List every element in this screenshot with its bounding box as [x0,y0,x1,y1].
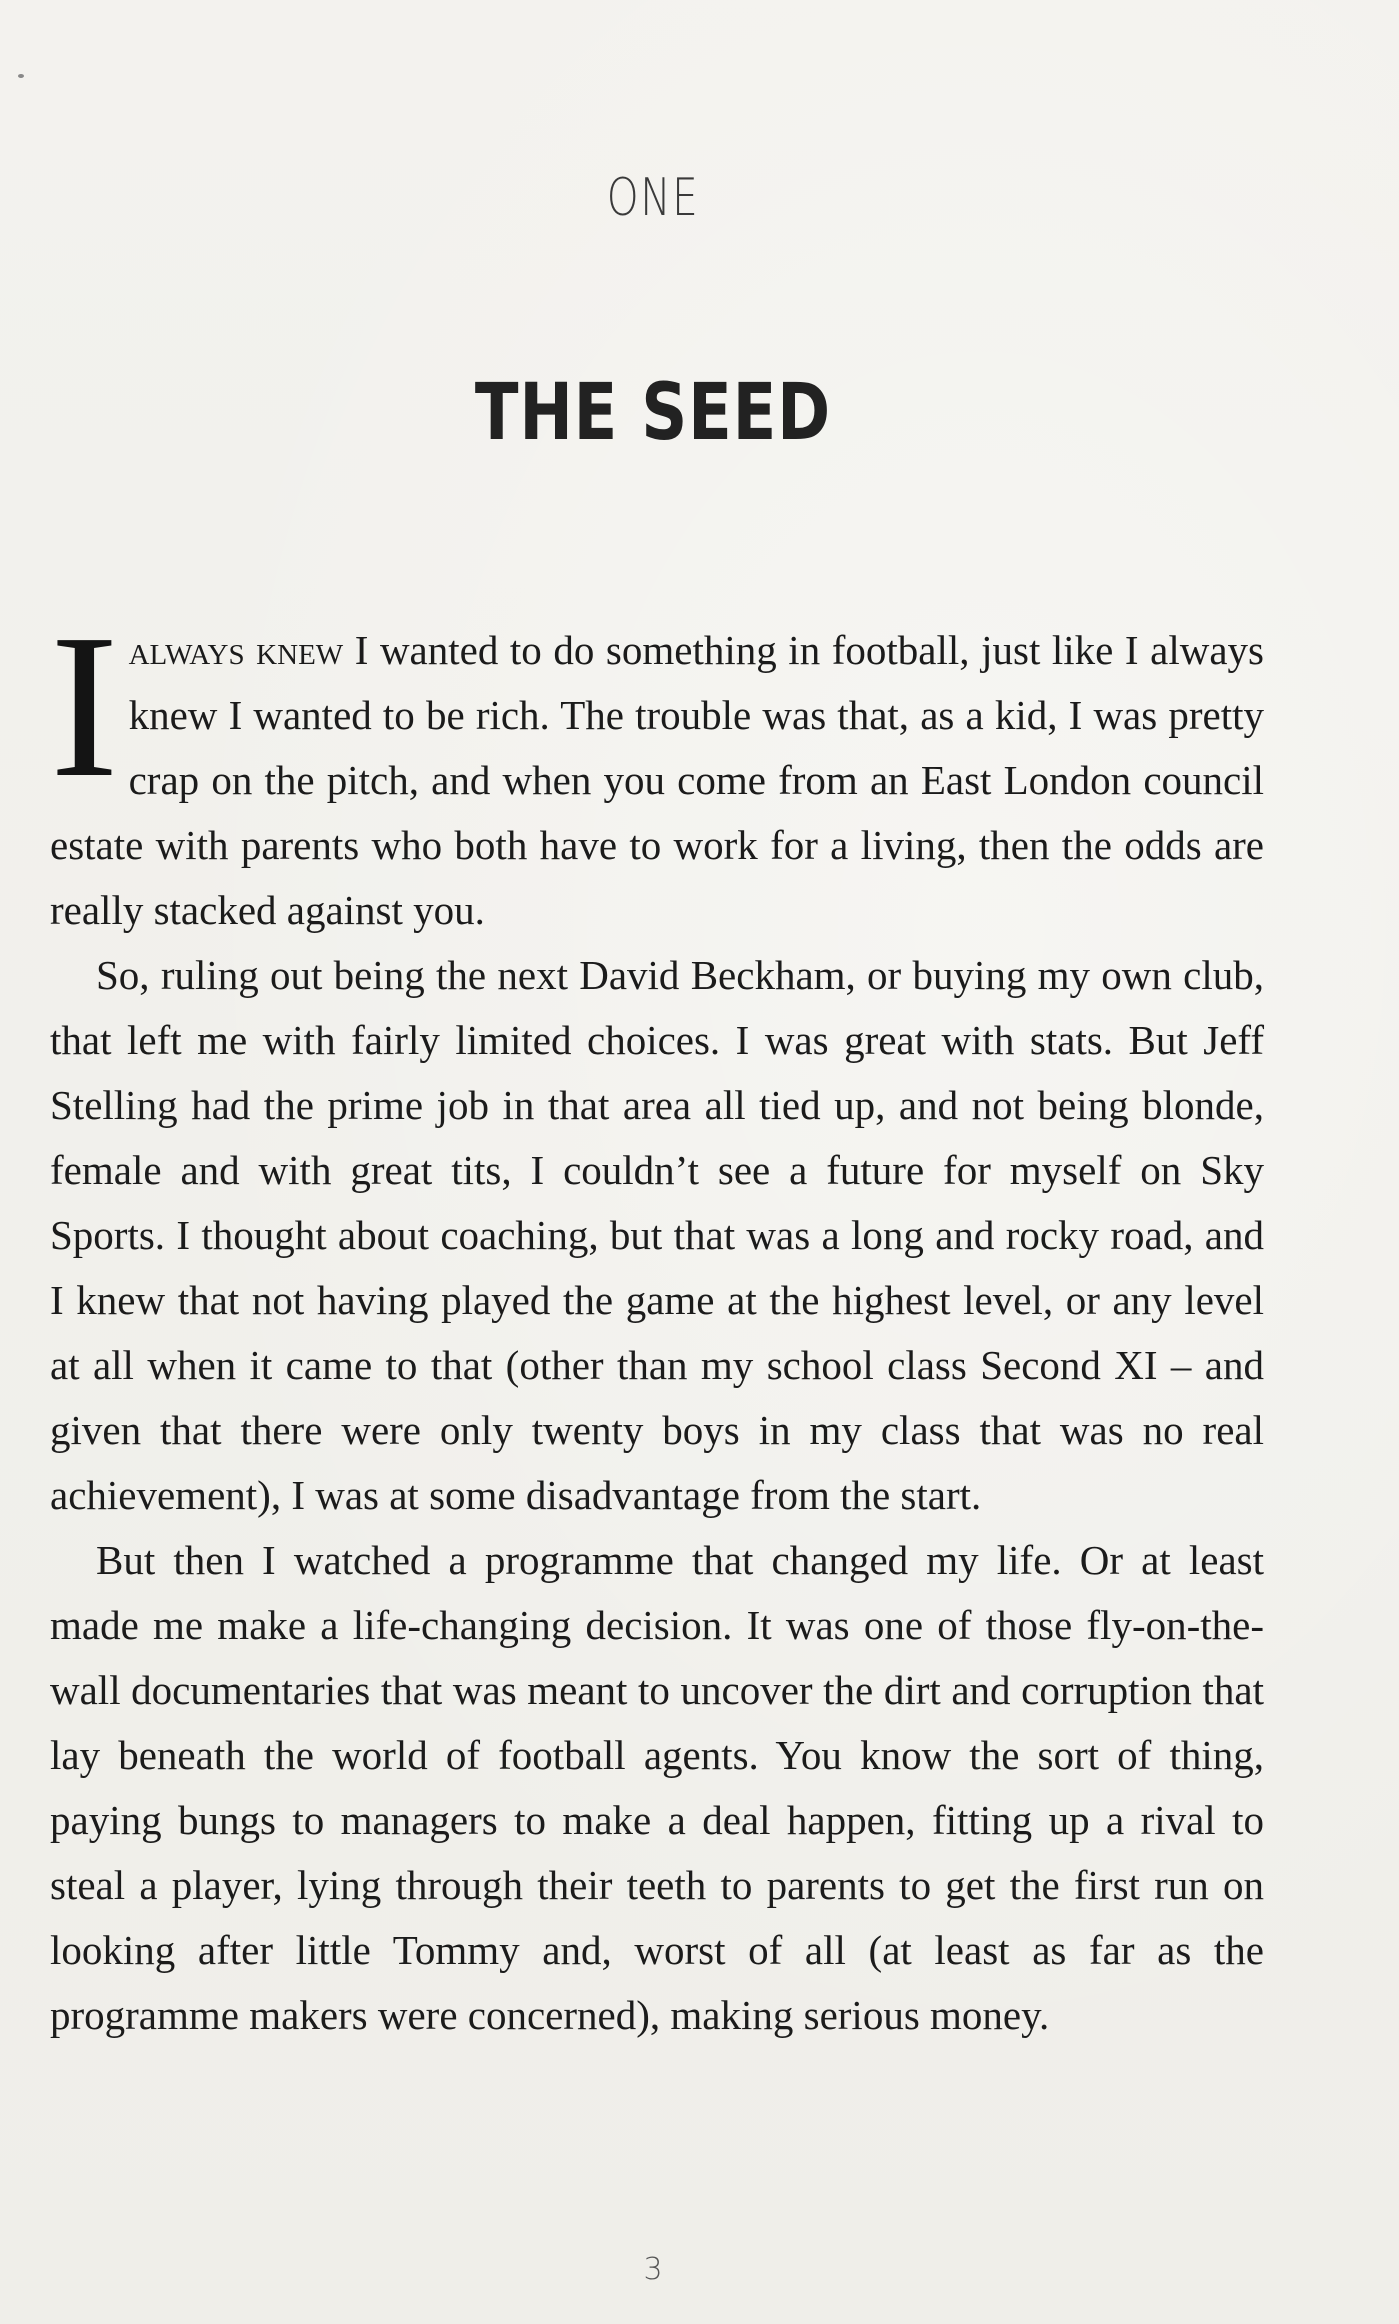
page-number: 3 [643,2252,663,2287]
lead-in-smallcaps: always knew [128,627,344,673]
paragraph-1 [50,591,1264,943]
drop-cap: I [50,591,119,820]
paragraph-1-text: I wanted to do something in football, just like I always knew I wanted to be rich. The trouble was that, as a kid, I was pretty crap on the pitch, and when you come from an East London council estate with parents who both have to work for a living, then the odds are really stacked against you. [50,627,1264,933]
chapter-title: THE SEED [474,368,832,458]
paragraph-2: So, ruling out being the next David Beckham, or buying my own club, that left me with fairly limited choices. I was great with stats. But Jeff Stelling had the prime job in that area all tied up, and not being blonde, female and with great tits, I couldn’t see a future for myself on Sky Sports. I thought about coaching, but that was a long and rocky road, and I knew that not having played the game at the highest level, or any level at all when it came to that (other than my school class Second XI – and given that there were only twenty boys in my class that was no real achievement), I was at some disadvantage from the start. [50,952,1264,1518]
paper-speck [18,74,24,78]
paragraph-3: But then I watched a programme that changed my life. Or at least made me make a life-changing decision. It was one of those fly-on-the-wall documentaries that was meant to uncover the dirt and corruption that lay beneath the world of football agents. You know the sort of thing, paying bungs to managers to make a deal happen, fitting up a rival to steal a player, lying through their teeth to parents to get the first run on looking after little Tommy and, worst of all (at least as far as the programme makers were concerned), making serious money. [50,1537,1264,2038]
body-text [50,591,1264,2048]
chapter-number: ONE [606,168,700,228]
